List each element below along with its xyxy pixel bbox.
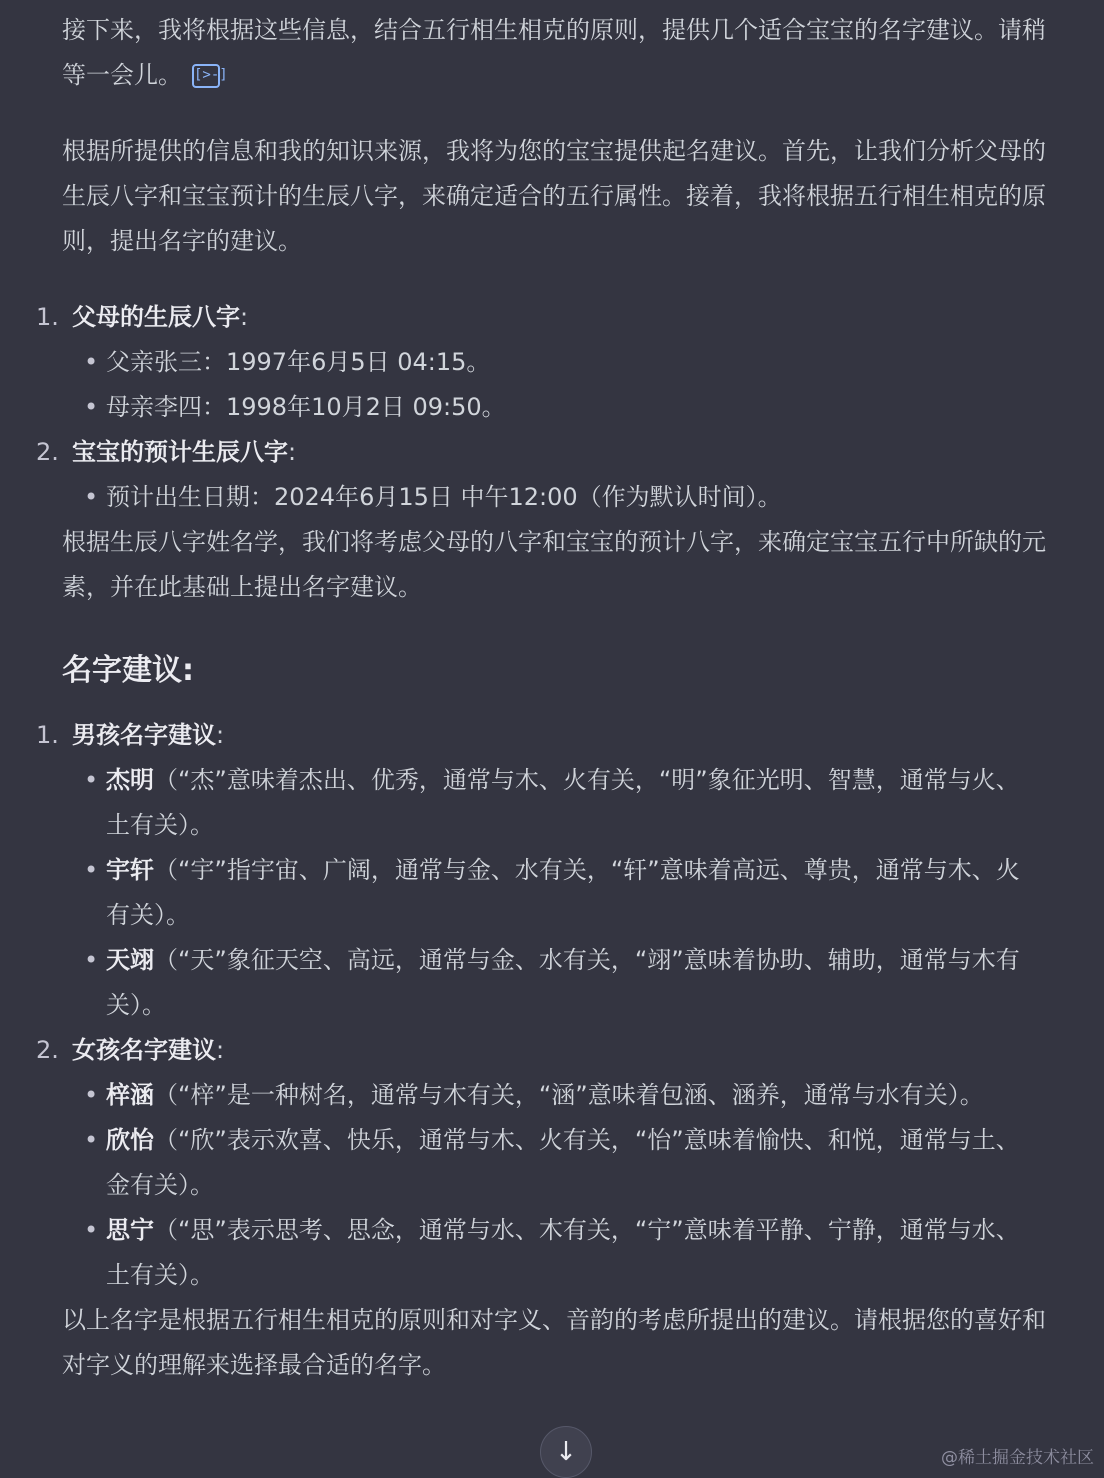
name-suggestion-list	[36, 713, 1026, 1298]
list-item-title: 宝宝的预计生辰八字	[72, 438, 288, 466]
name-description: （“欣”表示欢喜、快乐，通常与木、火有关，“怡”意味着愉快、和悦，通常与土、金有关）。	[106, 1126, 1020, 1199]
overview-paragraph: 根据所提供的信息和我的知识来源，我将为您的宝宝提供起名建议。首先，让我们分析父母的生辰八字和宝宝预计的生辰八字，来确定适合的五行属性。接着，我将根据五行相生相克的原则，提出名字的建议。	[62, 137, 1046, 255]
watermark: @稀土掘金技术社区	[941, 1448, 1094, 1468]
list-item	[36, 295, 1026, 430]
colon: :	[216, 721, 225, 749]
list-number: 2.	[36, 1036, 59, 1064]
list-item-title: 男孩名字建议	[72, 721, 216, 749]
sub-list	[72, 475, 1026, 520]
birth-info-list	[36, 295, 1026, 520]
list-item-title: 女孩名字建议	[72, 1036, 216, 1064]
name-label: 天翊	[106, 946, 154, 974]
conclusion-paragraph: 以上名字是根据五行相生相克的原则和对字义、音韵的考虑所提出的建议。请根据您的喜好和对字义的理解来选择最合适的名字。	[62, 1306, 1046, 1379]
sub-list	[72, 1073, 1026, 1298]
name-item	[72, 848, 1026, 938]
name-label: 梓涵	[106, 1081, 154, 1109]
name-description: （“天”象征天空、高远，通常与金、水有关，“翊”意味着协助、辅助，通常与木有关）。	[106, 946, 1020, 1019]
scroll-to-bottom-button[interactable]	[540, 1426, 592, 1478]
name-item	[72, 1073, 1026, 1118]
list-item: • 预计出生日期：2024年6月15日 中午12:00（作为默认时间）。	[72, 475, 1026, 520]
analysis-paragraph: 根据生辰八字姓名学，我们将考虑父母的八字和宝宝的预计八字，来确定宝宝五行中所缺的元素，并在此基础上提出名字建议。	[62, 528, 1046, 601]
list-item	[36, 1028, 1026, 1298]
colon: :	[288, 438, 297, 466]
name-description: （“宇”指宇宙、广阔，通常与金、水有关，“轩”意味着高远、尊贵，通常与木、火有关）。	[106, 856, 1020, 929]
name-label: 欣怡	[106, 1126, 154, 1154]
name-label: 宇轩	[106, 856, 154, 884]
section-heading: 名字建议:	[62, 653, 194, 688]
list-item: • 母亲李四：1998年10月2日 09:50。	[72, 385, 1026, 430]
name-item	[72, 758, 1026, 848]
name-label: 杰明	[106, 766, 154, 794]
name-description: （“梓”是一种树名，通常与木有关，“涵”意味着包涵、涵养，通常与水有关）。	[154, 1081, 984, 1109]
colon: :	[216, 1036, 225, 1064]
list-number: 1.	[36, 721, 59, 749]
sub-list	[72, 758, 1026, 1028]
plugin-icon[interactable]: [>-]	[192, 64, 220, 88]
sub-list	[72, 340, 1026, 430]
list-number: 2.	[36, 438, 59, 466]
arrow-down-icon: ↓	[555, 1437, 577, 1467]
list-item	[36, 430, 1026, 520]
name-item	[72, 1118, 1026, 1208]
name-description: （“杰”意味着杰出、优秀，通常与木、火有关，“明”象征光明、智慧，通常与火、土有关）。	[106, 766, 1020, 839]
name-item	[72, 938, 1026, 1028]
list-item	[36, 713, 1026, 1028]
list-item: • 父亲张三：1997年6月5日 04:15。	[72, 340, 1026, 385]
name-item	[72, 1208, 1026, 1298]
list-item-title: 父母的生辰八字	[72, 303, 240, 331]
name-label: 思宁	[106, 1216, 154, 1244]
assistant-message	[36, 8, 1052, 1388]
intro-text: 接下来，我将根据这些信息，结合五行相生相克的原则，提供几个适合宝宝的名字建议。请稍等一会儿。	[62, 16, 1046, 89]
colon: :	[240, 303, 249, 331]
intro-paragraph	[62, 8, 1052, 98]
name-description: （“思”表示思考、思念，通常与水、木有关，“宁”意味着平静、宁静，通常与水、土有关）。	[106, 1216, 1020, 1289]
list-number: 1.	[36, 303, 59, 331]
